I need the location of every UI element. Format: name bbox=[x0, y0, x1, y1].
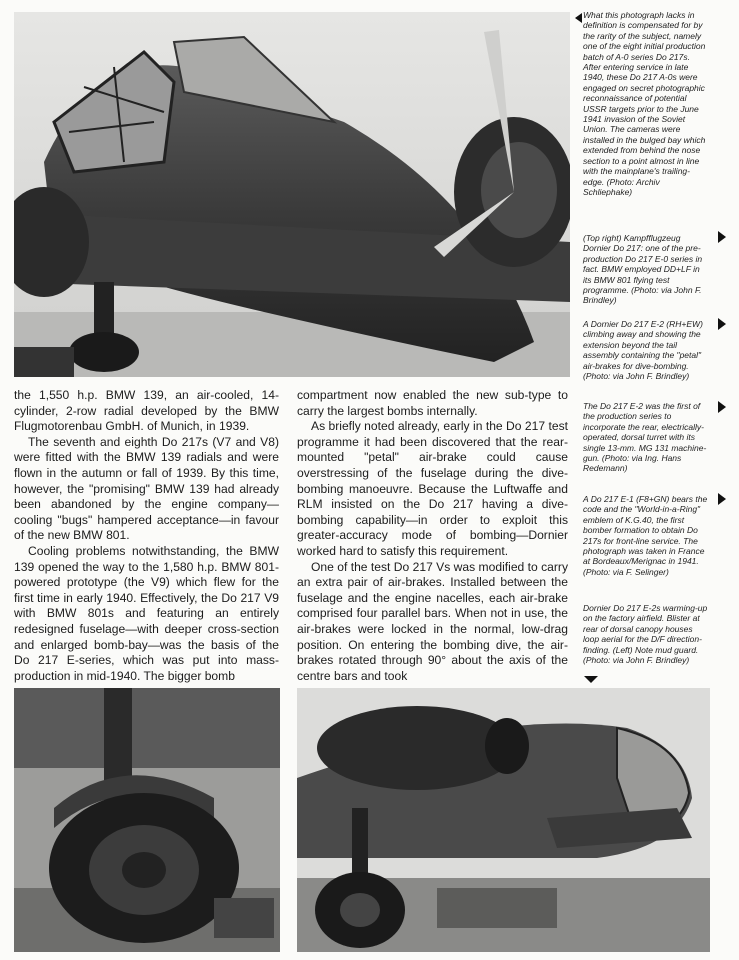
caption-kampfflugzeug-e0 bbox=[583, 233, 709, 306]
pointer-right-arrow-icon bbox=[718, 401, 726, 413]
photo-do217-a0-nose bbox=[14, 12, 570, 377]
pointer-down-arrow-icon bbox=[584, 676, 598, 683]
caption-text: A Do 217 E-1 (F8+GN) bears the code and the "World-in-a-Ring" emblem of K.G.40, the first bomber formation to obtain Do 217s for front-line service. The photograph was taken in France at Bordeaux/Merignac in 1941. (Photo: via F. Selinger) bbox=[583, 494, 708, 577]
caption-text: The Do 217 E-2 was the first of the production series to incorporate the rear, electrically-operated, dorsal turret with its single 13-mm. MG 131 machine-gun. (Photo: via Ing. Hans Redemann) bbox=[583, 401, 707, 474]
caption-a0-reconnaissance bbox=[583, 10, 709, 197]
paragraph: One of the test Do 217 Vs was modified to carry an extra pair of air-brakes. Installed between the fuselage and the engine nacelles, each air-brake comprised four parallel bars. When not in use, the air-brakes were locked in the normal, low-drag position. On entering the bombing dive, the air-brakes rotated through 90° about the axis of the centre bars and took bbox=[297, 559, 568, 683]
photo-e2-warming-up bbox=[297, 688, 710, 952]
pointer-right-arrow-icon bbox=[718, 493, 726, 505]
caption-text: Dornier Do 217 E-2s warming-up on the factory airfield. Blister at rear of dorsal canopy houses loop aerial for the D/F direction-finding. (Left) Note mud guard. (Photo: via John F. Brindley) bbox=[583, 603, 708, 666]
caption-e2-climbing bbox=[583, 319, 709, 381]
article-column-left bbox=[14, 388, 279, 684]
article-column-right bbox=[297, 388, 568, 684]
caption-text: What this photograph lacks in definition is compensated for by the rarity of the subject, namely one of the eight initial production batch of A-0 series Do 217s. After entering service in late 1940, these Do 217 A-0s were engaged on secret photographic reconnaissance of potential USSR targets prior to the June 1941 invasion of the Soviet Union. The cameras were installed in the bulged bay which extended from behind the nose section to a point almost in line with the mainplane's trailing-edge. (Photo: Archiv Schliephake) bbox=[583, 10, 706, 197]
paragraph: the 1,550 h.p. BMW 139, an air-cooled, 14-cylinder, 2-row radial developed by the BMW Flugmotorenbau GmbH. of Munich, in 1939. bbox=[14, 388, 279, 434]
photo-main-wheel-mudguard bbox=[14, 688, 280, 952]
pointer-left-arrow-icon bbox=[575, 13, 582, 23]
pointer-right-arrow-icon bbox=[718, 231, 726, 243]
paragraph: As briefly noted already, early in the Do 217 test programme it had been discovered that the rear-mounted "petal" air-brake could cause overstressing of the fuselage during the dive-bombing manoeuvre. Because the Luftwaffe and RLM insisted on the Do 217 having a dive-bombing capability—in order to exploit this greater-accuracy mode of bombing—Dornier worked hard to satisfy this requirement. bbox=[297, 419, 568, 558]
caption-e1-kg40 bbox=[583, 494, 709, 577]
pointer-right-arrow-icon bbox=[718, 318, 726, 330]
caption-e2-turret bbox=[583, 401, 709, 474]
caption-text: A Dornier Do 217 E-2 (RH+EW) climbing away and showing the extension beyond the tail assembly containing the "petal" air-brakes for dive-bombing. (Photo: via John F. Brindley) bbox=[583, 319, 703, 382]
paragraph: compartment now enabled the new sub-type to carry the largest bombs internally. bbox=[297, 388, 568, 418]
caption-text: (Top right) Kampfflugzeug Dornier Do 217: one of the pre-production Do 217 E-0 series in fact. BMW employed DD+LF in its BMW 801 flying test programme. (Photo: via John F. Brindley) bbox=[583, 233, 703, 306]
paragraph: The seventh and eighth Do 217s (V7 and V8) were fitted with the BMW 139 radials and were flown in the autumn or fall of 1939. By this time, however, the "promising" BMW 139 had already been abandoned by the engine company—cooling "bugs" hampered acceptance—in favour of the new BMW 801. bbox=[14, 434, 279, 543]
caption-e2-warming-up bbox=[583, 603, 709, 665]
paragraph: Cooling problems notwithstanding, the BMW 139 opened the way to the 1,580 h.p. BMW 801-powered prototype (the V9) which flew for the first time in early 1940. Effectively, the Do 217 V9 with BMW 801s and featuring an entirely redesigned fuselage—with deeper cross-section and enlarged bomb-bay—was the basis of the Do 217 E-series, which was put into mass-production in mid-1940. The bigger bomb bbox=[14, 543, 279, 683]
